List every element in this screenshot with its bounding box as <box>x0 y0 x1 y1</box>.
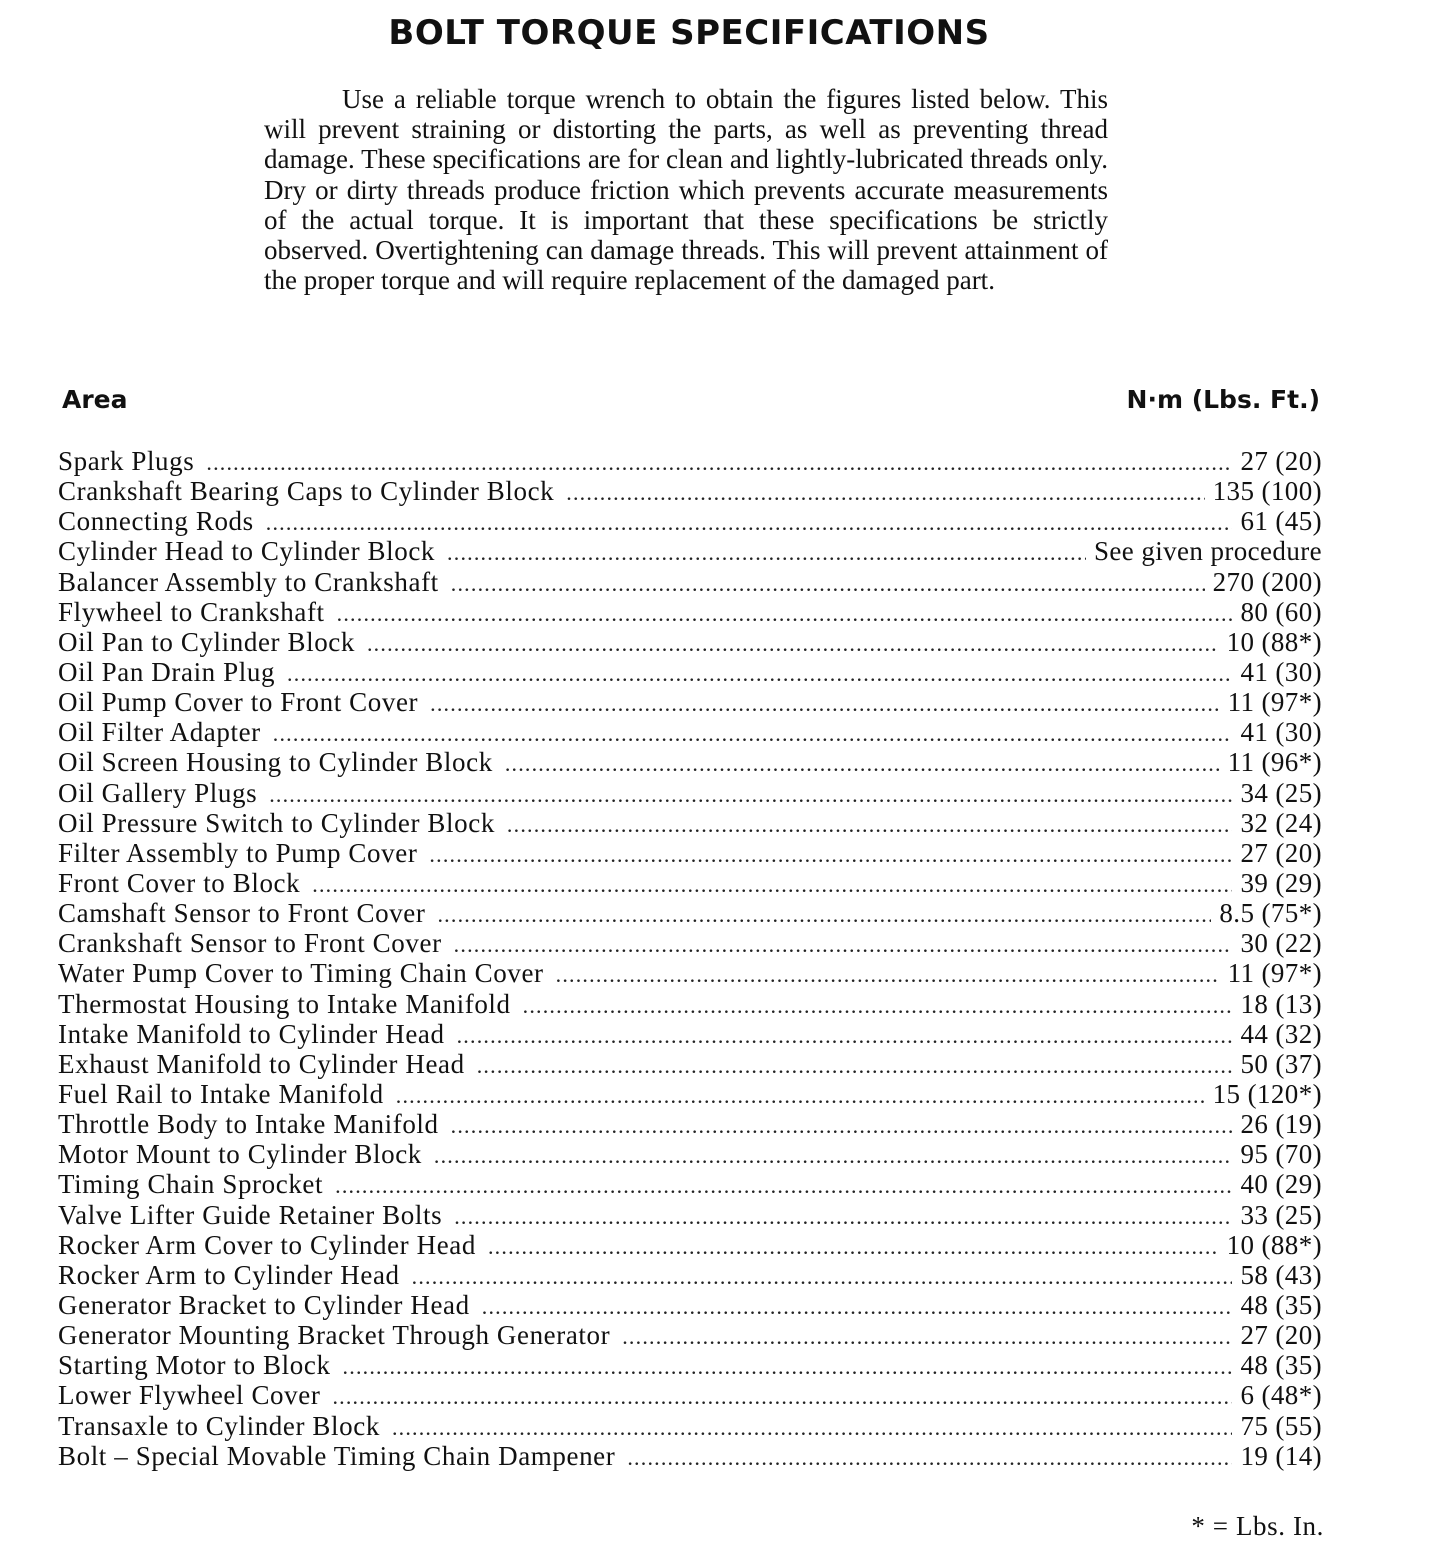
spec-area: Oil Pan to Cylinder Block <box>58 626 355 657</box>
dot-leader <box>335 1171 1232 1201</box>
spec-row <box>58 506 1322 536</box>
dot-leader <box>337 599 1233 629</box>
spec-row <box>58 687 1322 717</box>
dot-leader <box>454 930 1233 960</box>
spec-area: Oil Filter Adapter <box>58 717 261 748</box>
spec-area: Fuel Rail to Intake Manifold <box>58 1078 384 1109</box>
dot-leader <box>482 1292 1233 1322</box>
spec-area: Valve Lifter Guide Retainer Bolts <box>58 1199 443 1230</box>
spec-area: Water Pump Cover to Timing Chain Cover <box>58 958 544 989</box>
spec-row <box>58 1169 1322 1199</box>
spec-value: 135 (100) <box>1212 476 1322 507</box>
spec-row <box>58 1109 1322 1139</box>
spec-value: 8.5 (75*) <box>1219 898 1322 929</box>
spec-area: Generator Mounting Bracket Through Generator <box>58 1320 611 1351</box>
spec-area: Intake Manifold to Cylinder Head <box>58 1018 445 1049</box>
spec-value: 26 (19) <box>1240 1109 1322 1140</box>
spec-value: 19 (14) <box>1240 1440 1322 1471</box>
spec-area: Balancer Assembly to Crankshaft <box>58 566 439 597</box>
spec-row <box>58 1019 1322 1049</box>
dot-leader <box>451 1111 1233 1141</box>
spec-value: 270 (200) <box>1212 566 1322 597</box>
dot-leader <box>451 569 1205 599</box>
column-header-unit: N·m (Lbs. Ft.) <box>1126 385 1320 414</box>
spec-row <box>58 928 1322 958</box>
spec-row <box>58 1411 1322 1441</box>
dot-leader <box>396 1081 1205 1111</box>
spec-value: 32 (24) <box>1240 807 1322 838</box>
dot-leader <box>556 960 1220 990</box>
dot-leader <box>627 1443 1232 1473</box>
spec-value: See given procedure <box>1093 536 1322 567</box>
dot-leader <box>566 478 1204 508</box>
spec-row <box>58 808 1322 838</box>
spec-row <box>58 1139 1322 1169</box>
spec-value: 15 (120*) <box>1212 1078 1322 1109</box>
spec-value: 11 (97*) <box>1227 687 1322 718</box>
spec-value: 48 (35) <box>1240 1350 1322 1381</box>
spec-area: Crankshaft Bearing Caps to Cylinder Block <box>58 476 555 507</box>
spec-area: Transaxle to Cylinder Block <box>58 1410 380 1441</box>
spec-area: Motor Mount to Cylinder Block <box>58 1139 422 1170</box>
dot-leader <box>434 1141 1233 1171</box>
spec-row <box>58 958 1322 988</box>
dot-leader <box>206 448 1232 478</box>
torque-spec-list <box>58 446 1322 1471</box>
dot-leader <box>454 1202 1232 1232</box>
dot-leader <box>266 508 1233 538</box>
spec-value: 61 (45) <box>1240 506 1322 537</box>
dot-leader <box>622 1322 1232 1352</box>
dot-leader <box>287 659 1232 689</box>
spec-value: 11 (97*) <box>1227 958 1322 989</box>
spec-row <box>58 627 1322 657</box>
dot-leader <box>412 1262 1233 1292</box>
dot-leader <box>523 991 1233 1021</box>
spec-row <box>58 597 1322 627</box>
spec-value: 27 (20) <box>1240 446 1322 476</box>
spec-value: 6 (48*) <box>1240 1380 1322 1411</box>
spec-row <box>58 1441 1322 1471</box>
dot-leader <box>507 810 1233 840</box>
dot-leader <box>312 870 1232 900</box>
spec-area: Spark Plugs <box>58 446 195 476</box>
spec-row <box>58 1260 1322 1290</box>
spec-value: 41 (30) <box>1240 717 1322 748</box>
spec-row <box>58 1290 1322 1320</box>
dot-leader <box>447 538 1086 568</box>
dot-leader <box>367 629 1219 659</box>
dot-leader <box>488 1232 1219 1262</box>
spec-row <box>58 717 1322 747</box>
spec-value: 33 (25) <box>1240 1199 1322 1230</box>
spec-row <box>58 1320 1322 1350</box>
footnote: * = Lbs. In. <box>1191 1511 1324 1541</box>
spec-area: Starting Motor to Block <box>58 1350 331 1381</box>
spec-area: Oil Pan Drain Plug <box>58 656 276 687</box>
spec-value: 95 (70) <box>1240 1139 1322 1170</box>
spec-row <box>58 446 1322 476</box>
spec-value: 75 (55) <box>1240 1410 1322 1441</box>
column-header-area: Area <box>62 385 128 414</box>
spec-value: 27 (20) <box>1240 837 1322 868</box>
spec-area: Thermostat Housing to Intake Manifold <box>58 988 511 1019</box>
spec-row <box>58 898 1322 928</box>
spec-row <box>58 868 1322 898</box>
spec-row <box>58 989 1322 1019</box>
spec-area: Oil Pressure Switch to Cylinder Block <box>58 807 495 838</box>
dot-leader <box>430 689 1219 719</box>
spec-area: Exhaust Manifold to Cylinder Head <box>58 1048 465 1079</box>
spec-row <box>58 1079 1322 1109</box>
spec-value: 50 (37) <box>1240 1048 1322 1079</box>
spec-row <box>58 838 1322 868</box>
spec-value: 44 (32) <box>1240 1018 1322 1049</box>
spec-area: Oil Screen Housing to Cylinder Block <box>58 747 493 778</box>
spec-value: 80 (60) <box>1240 596 1322 627</box>
spec-area: Cylinder Head to Cylinder Block <box>58 536 436 567</box>
dot-leader <box>332 1382 1232 1412</box>
spec-value: 30 (22) <box>1240 928 1322 959</box>
spec-value: 34 (25) <box>1240 777 1322 808</box>
dot-leader <box>477 1051 1233 1081</box>
spec-area: Lower Flywheel Cover <box>58 1380 321 1411</box>
spec-row <box>58 536 1322 566</box>
spec-area: Oil Gallery Plugs <box>58 777 258 808</box>
spec-area: Filter Assembly to Pump Cover <box>58 837 418 868</box>
spec-row <box>58 1350 1322 1380</box>
spec-value: 11 (96*) <box>1227 747 1322 778</box>
spec-area: Bolt – Special Movable Timing Chain Dampener <box>58 1440 616 1471</box>
dot-leader <box>437 900 1211 930</box>
spec-value: 18 (13) <box>1240 988 1322 1019</box>
spec-area: Rocker Arm to Cylinder Head <box>58 1259 400 1290</box>
dot-leader <box>343 1352 1233 1382</box>
spec-area: Flywheel to Crankshaft <box>58 596 325 627</box>
dot-leader <box>269 780 1232 810</box>
spec-value: 41 (30) <box>1240 656 1322 687</box>
spec-value: 27 (20) <box>1240 1320 1322 1351</box>
spec-area: Front Cover to Block <box>58 867 301 898</box>
dot-leader <box>429 840 1232 870</box>
spec-area: Generator Bracket to Cylinder Head <box>58 1289 470 1320</box>
spec-area: Connecting Rods <box>58 506 254 537</box>
spec-value: 48 (35) <box>1240 1289 1322 1320</box>
spec-row <box>58 1200 1322 1230</box>
spec-area: Crankshaft Sensor to Front Cover <box>58 928 442 959</box>
dot-leader <box>457 1021 1233 1051</box>
spec-value: 40 (29) <box>1240 1169 1322 1200</box>
intro-paragraph: Use a reliable torque wrench to obtain the figures listed below. This will prevent straining or distorting the parts, as well as preventing thread damage. These specifications are for clean and lightly-lubricated threads only. Dry or dirty threads produce friction which prevents accurate measurements of the actual torque. It is important that these specifications be strictly observed. Overtightening can damage threads. This will prevent attainment of the proper torque and will require replacement of the damaged part. <box>264 84 1108 296</box>
spec-row <box>58 747 1322 777</box>
page-title: BOLT TORQUE SPECIFICATIONS <box>388 13 990 53</box>
spec-area: Timing Chain Sprocket <box>58 1169 324 1200</box>
spec-row <box>58 567 1322 597</box>
spec-area: Oil Pump Cover to Front Cover <box>58 687 419 718</box>
spec-row <box>58 1230 1322 1260</box>
spec-area: Throttle Body to Intake Manifold <box>58 1109 439 1140</box>
dot-leader <box>392 1413 1233 1443</box>
spec-value: 39 (29) <box>1240 867 1322 898</box>
spec-row <box>58 1380 1322 1410</box>
spec-row <box>58 1049 1322 1079</box>
spec-value: 10 (88*) <box>1226 626 1322 657</box>
spec-row <box>58 476 1322 506</box>
spec-row <box>58 778 1322 808</box>
spec-value: 10 (88*) <box>1226 1229 1322 1260</box>
spec-value: 58 (43) <box>1240 1259 1322 1290</box>
spec-row <box>58 657 1322 687</box>
dot-leader <box>273 719 1233 749</box>
dot-leader <box>505 749 1220 779</box>
spec-area: Camshaft Sensor to Front Cover <box>58 898 426 929</box>
spec-area: Rocker Arm Cover to Cylinder Head <box>58 1229 476 1260</box>
